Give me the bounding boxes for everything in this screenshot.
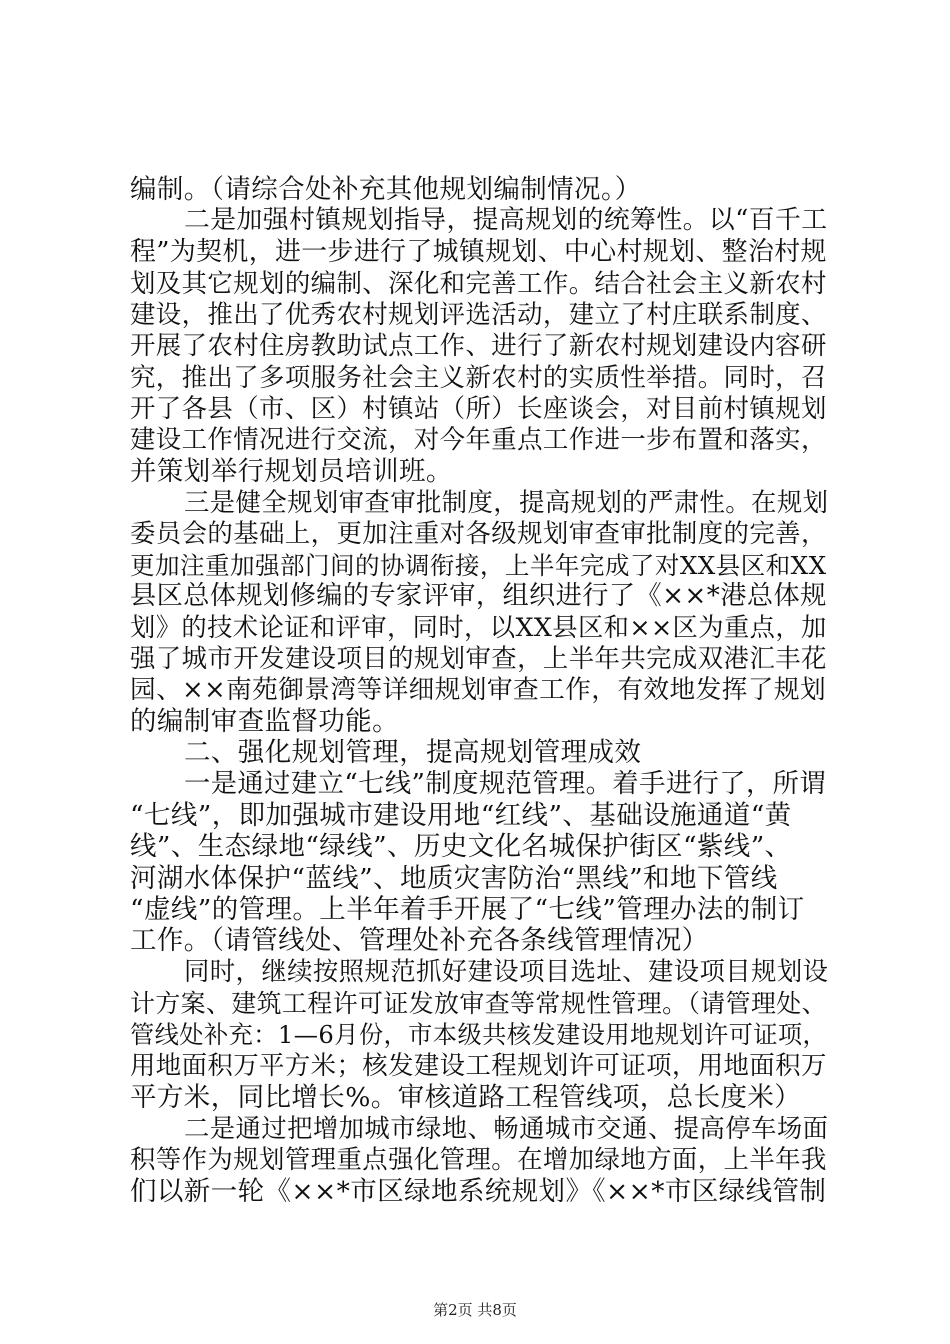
text-line: 三是健全规划审查审批制度，提高规划的严肃性。在规划 <box>184 486 829 517</box>
text-line: 线”、生态绿地“绿线”、历史文化名城保护街区“紫线”、 <box>130 831 792 863</box>
text-line: 划》的技术论证和评审，同时，以XX县区和××区为重点，加 <box>130 613 827 643</box>
text-line: 建设，推出了优秀农村规划评选活动，建立了村庄联系制度、 <box>130 299 827 330</box>
text-line: 平方米，同比增长%。审核道路工程管线项，总长度米） <box>130 1081 802 1113</box>
text-line: 积等作为规划管理重点强化管理。在增加绿地方面，上半年我 <box>130 1144 827 1175</box>
text-line: 委员会的基础上，更加注重对各级规划审查审批制度的完善， <box>130 518 827 549</box>
text-line: 管线处补充：1—6月份，市本级共核发建设用地规划许可证项， <box>130 1020 828 1050</box>
page-footer: 第2页 共8页 <box>433 1301 517 1319</box>
text-line: 并策划举行规划员培训班。 <box>130 455 453 487</box>
text-line: 用地面积万平方米；核发建设工程规划许可证项，用地面积万 <box>130 1050 827 1081</box>
text-line: 划及其它规划的编制、深化和完善工作。结合社会主义新农村 <box>130 267 827 298</box>
document-body <box>130 174 830 1207</box>
text-line: 的编制审查监督功能。 <box>130 706 399 738</box>
text-line: “虚线”的管理。上半年着手开展了“七线”管理办法的制订 <box>130 893 805 925</box>
text-line: 们以新一轮《××*市区绿地系统规划》《××*市区绿线管制 <box>130 1175 827 1207</box>
text-line: 园、××南苑御景湾等详细规划审查工作，有效地发挥了规划 <box>130 674 827 705</box>
text-line: “七线”，即加强城市建设用地“红线”、基础设施通道“黄 <box>130 799 792 831</box>
text-line: 建设工作情况进行交流，对今年重点工作进一步布置和落实， <box>130 424 827 455</box>
text-line: 开展了农村住房教助试点工作、进行了新农村规划建设内容研 <box>130 330 827 361</box>
text-line: 河湖水体保护“蓝线”、地质灾害防治“黑线”和地下管线 <box>130 862 778 894</box>
text-line: 二是加强村镇规划指导，提高规划的统筹性。以“百千工 <box>184 205 828 236</box>
text-line: 工作。（请管线处、管理处补充各条线管理情况） <box>130 925 709 957</box>
text-line: 同时，继续按照规范抓好建设项目选址、建设项目规划设 <box>184 956 829 987</box>
text-line: 县区总体规划修编的专家评审，组织进行了《××*港总体规 <box>130 580 827 611</box>
text-line: 二、强化规划管理，提高规划管理成效 <box>184 737 642 769</box>
text-line: 一是通过建立“七线”制度规范管理。着手进行了，所谓 <box>184 768 827 799</box>
text-line: 究，推出了多项服务社会主义新农村的实质性举措。同时，召 <box>130 361 827 392</box>
text-line: 开了各县（市、区）村镇站（所）长座谈会，对目前村镇规划 <box>130 393 827 424</box>
text-line: 计方案、建筑工程许可证发放审查等常规性管理。（请管理处、 <box>130 988 827 1018</box>
text-line: 更加注重加强部门间的协调衔接，上半年完成了对XX县区和XX <box>130 550 827 580</box>
text-line: 强了城市开发建设项目的规划审查，上半年共完成双港汇丰花 <box>130 643 827 674</box>
text-line: 编制。（请综合处补充其他规划编制情况。） <box>130 174 642 205</box>
text-line: 程”为契机，进一步进行了城镇规划、中心村规划、整治村规 <box>130 236 827 267</box>
text-line: 二是通过把增加城市绿地、畅通城市交通、提高停车场面 <box>184 1112 829 1143</box>
